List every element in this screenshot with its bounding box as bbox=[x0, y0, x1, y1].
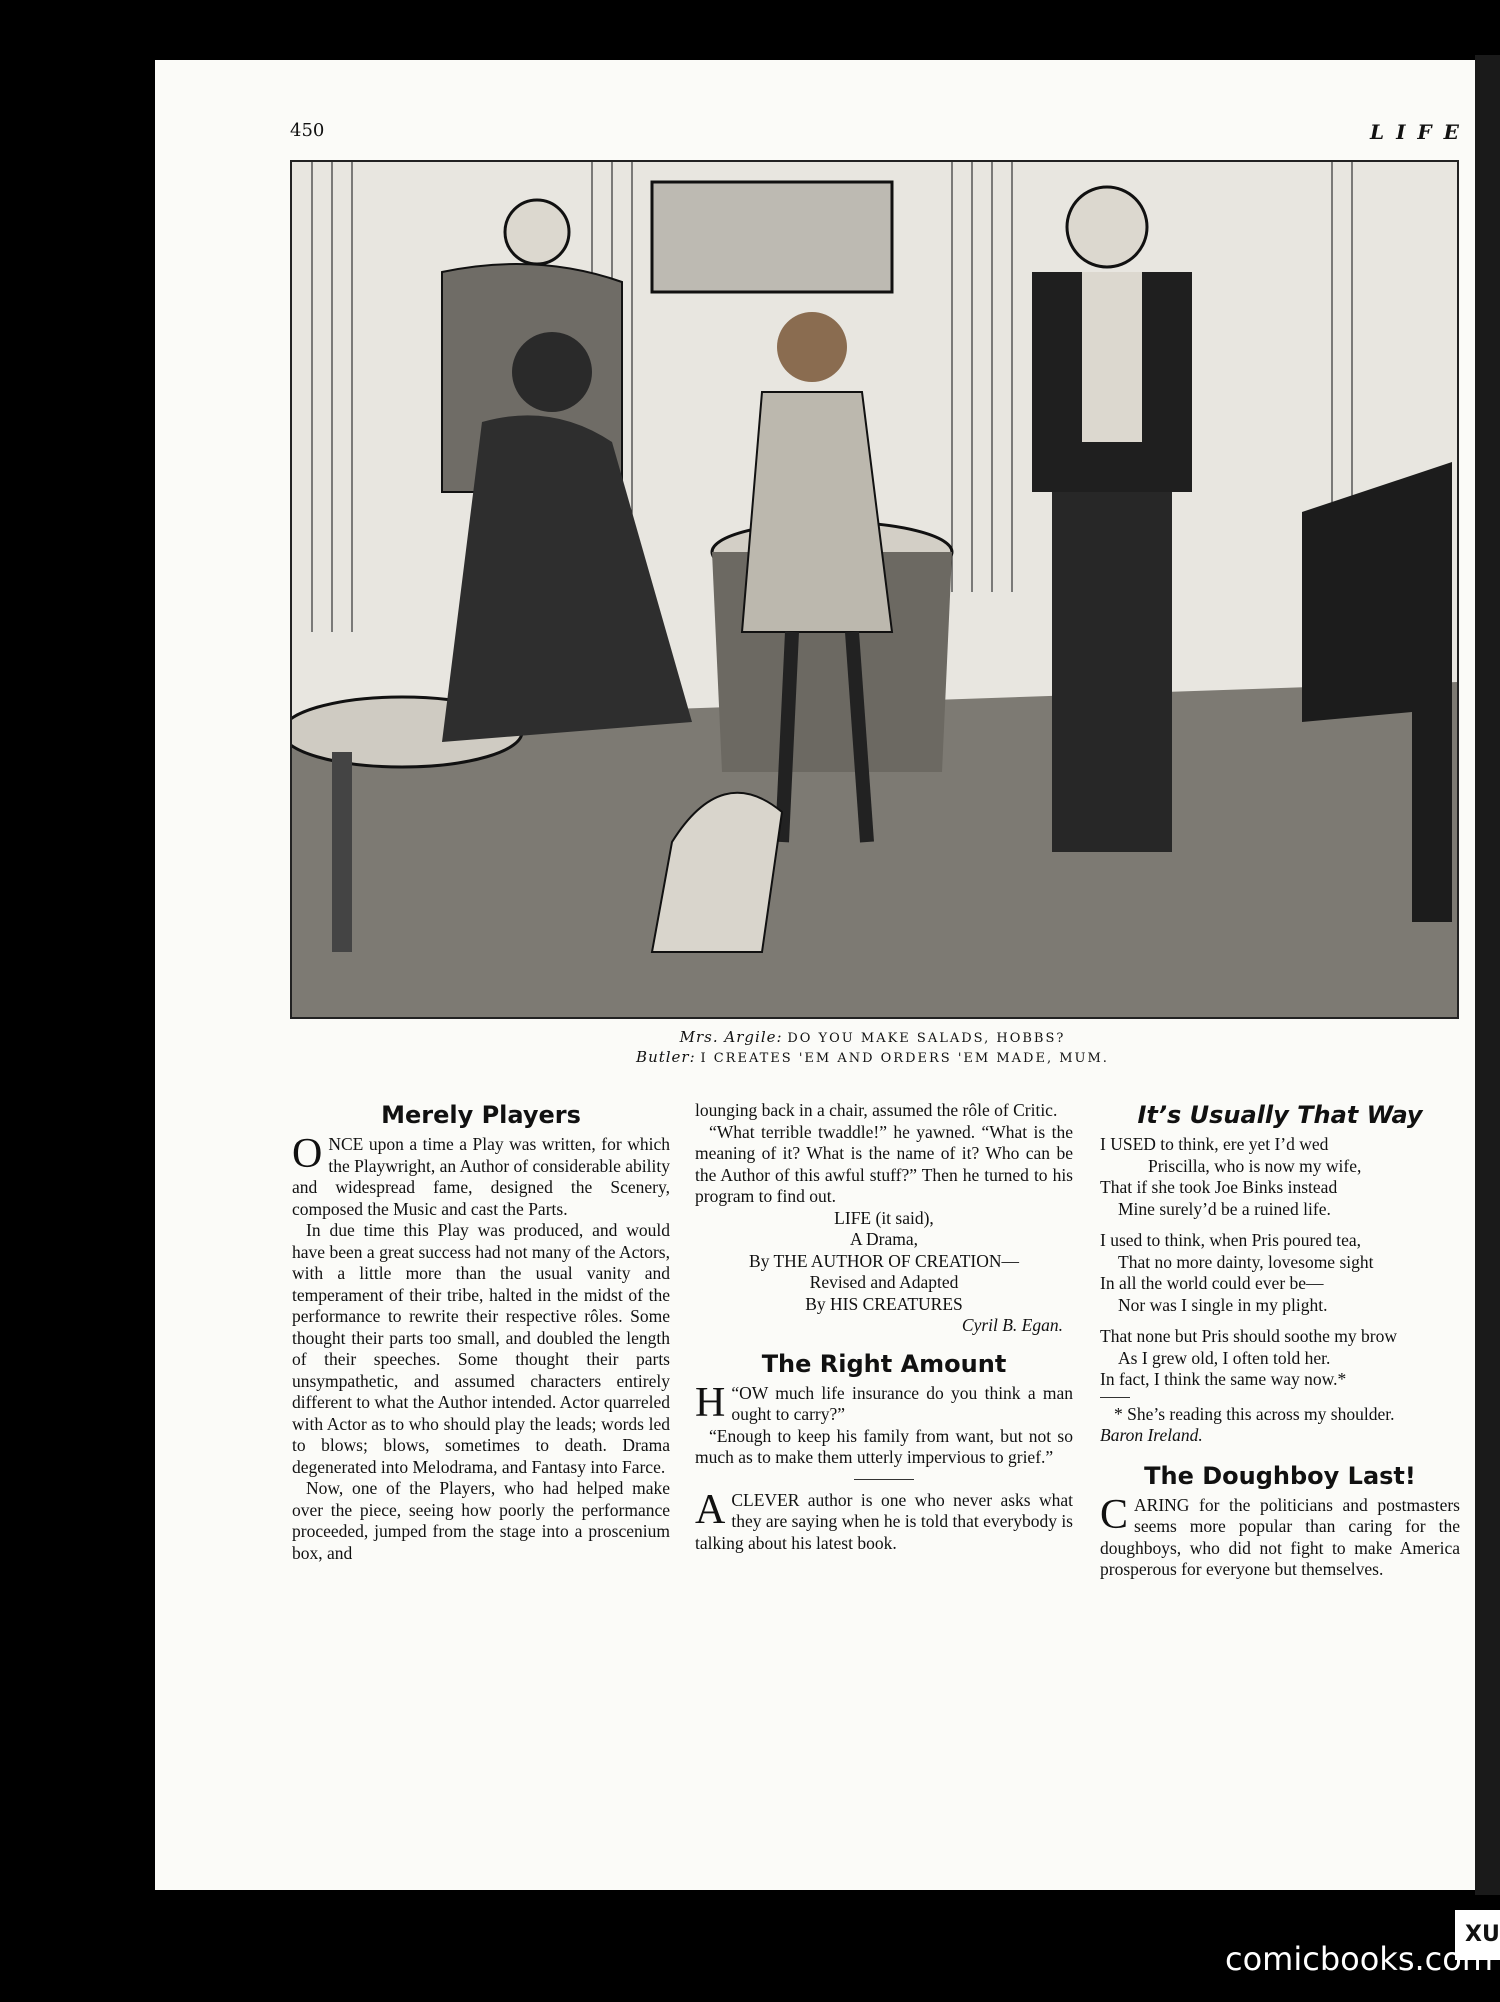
site-watermark: comicbooks.com bbox=[1225, 1940, 1494, 1978]
drop-cap: C bbox=[1100, 1491, 1129, 1538]
clever-author-paragraph bbox=[695, 1486, 1073, 1555]
drop-cap: H bbox=[695, 1379, 726, 1426]
corner-badge: XU bbox=[1455, 1910, 1500, 1960]
program-line: LIFE (it said), bbox=[834, 1207, 934, 1228]
poem-line: Priscilla, who is now my wife, bbox=[1148, 1155, 1362, 1176]
paragraph-text: CLEVER author is one who never asks what they are saying when he is told that everybody is talking about his latest book. bbox=[695, 1489, 1073, 1553]
pen-drawing-scene bbox=[292, 162, 1457, 1017]
paragraph-text: OW much life insurance do you think a man ought to carry?” bbox=[731, 1382, 1073, 1424]
poem-line: That no more dainty, lovesome sight bbox=[1118, 1251, 1374, 1272]
program-line: A Drama, bbox=[849, 1229, 919, 1249]
column-2 bbox=[695, 1100, 1073, 1554]
poem-line: Nor was I single in my plight. bbox=[1118, 1294, 1328, 1315]
drop-cap: A bbox=[695, 1486, 726, 1533]
paragraph-text: NCE upon a time a Play was written, for which the Playwright, an Author of considerable ability and widespread fame, designed the Scenery, composed the Music and cast the Parts. bbox=[292, 1134, 671, 1219]
paragraph-text: ARING for the politicians and postmasters seems more popular than caring for the doughboys, who did not fight to make America prosperous for everyone but themselves. bbox=[1100, 1494, 1460, 1579]
caption-speaker: Butler: bbox=[636, 1048, 696, 1066]
poem-line: Mine surely’d be a ruined life. bbox=[1118, 1198, 1331, 1219]
drop-cap: O bbox=[292, 1131, 323, 1177]
illustration-caption bbox=[290, 1028, 1455, 1068]
right-amount-paragraph: “Enough to keep his family from want, but not so much as to make them utterly impervious to grief.” bbox=[695, 1425, 1073, 1467]
program-line: Revised and Adapted bbox=[809, 1272, 959, 1292]
program-line: By THE AUTHOR OF CREATION— bbox=[749, 1250, 1019, 1271]
page-number: 450 bbox=[290, 120, 325, 141]
usually-that-way-title: It’s Usually That Way bbox=[1137, 1101, 1423, 1129]
caption-text: DO YOU MAKE SALADS, HOBBS? bbox=[787, 1031, 1066, 1046]
poem-line: That none but Pris should soothe my brow bbox=[1100, 1326, 1397, 1346]
right-amount-paragraph bbox=[695, 1379, 1073, 1426]
poem-signature: Baron Ireland. bbox=[1100, 1425, 1203, 1445]
merely-players-paragraph: lounging back in a chair, assumed the rôle of Critic. bbox=[695, 1100, 1058, 1120]
caption-speaker: Mrs. Argile: bbox=[679, 1028, 783, 1046]
doughboy-last-title: The Doughboy Last! bbox=[1144, 1461, 1416, 1490]
column-1 bbox=[292, 1100, 670, 1564]
open-quote: “ bbox=[731, 1382, 740, 1403]
poem-line: I USED to think, ere yet I’d wed bbox=[1100, 1134, 1329, 1154]
doughboy-paragraph bbox=[1100, 1491, 1460, 1581]
poem-line: That if she took Joe Binks instead bbox=[1100, 1177, 1338, 1197]
poem-line: I used to think, when Pris poured tea, bbox=[1100, 1230, 1361, 1250]
poem-footnote: * She’s reading this across my shoulder. bbox=[1114, 1403, 1395, 1424]
right-amount-title: The Right Amount bbox=[761, 1349, 1007, 1378]
merely-players-paragraph: In due time this Play was produced, and would have been a great success had not many of the Actors, with a little more than the usual vanity and temperament of their tribe, halted in the midst of the performance to rewrite their respective rôles. Some thought their parts too small, and doubled the length of their speeches. Some thought their parts unsympathetic, and assumed characters entirely different to what the Author intended. Actor quarreled with Actor as to who should play the leads; words led to blows; blows, sometimes to death. Drama degenerated into Melodrama, and Fantasy into Farce. bbox=[292, 1220, 670, 1477]
merely-players-paragraph: Now, one of the Players, who had helped make over the piece, seeing how poorly the performance proceeded, jumped from the stage into a proscenium box, and bbox=[292, 1478, 670, 1563]
running-head: LIFE bbox=[1370, 120, 1471, 144]
author-signature: Cyril B. Egan. bbox=[961, 1315, 1063, 1335]
column-3 bbox=[1100, 1100, 1460, 1581]
footnote-rule bbox=[1100, 1397, 1130, 1398]
caption-text: I CREATES 'EM AND ORDERS 'EM MADE, MUM. bbox=[700, 1051, 1109, 1066]
program-line: By HIS CREATURES bbox=[805, 1293, 963, 1314]
merely-players-paragraph: “What terrible twaddle!” he yawned. “What is the meaning of it? What is the name of it? Who can be the Author of this awful stuff?” Then he turned to his program to find out. bbox=[695, 1121, 1073, 1206]
poem-line: As I grew old, I often told her. bbox=[1118, 1347, 1331, 1368]
page-edge-shadow bbox=[1475, 55, 1500, 1895]
section-divider bbox=[854, 1479, 914, 1480]
illustration bbox=[290, 160, 1459, 1019]
poem-line: In fact, I think the same way now.* bbox=[1100, 1369, 1347, 1389]
caption-line bbox=[290, 1048, 1455, 1068]
merely-players-paragraph bbox=[292, 1131, 671, 1220]
poem-line: In all the world could ever be— bbox=[1100, 1273, 1324, 1293]
merely-players-title: Merely Players bbox=[381, 1101, 581, 1129]
caption-line bbox=[290, 1028, 1455, 1048]
